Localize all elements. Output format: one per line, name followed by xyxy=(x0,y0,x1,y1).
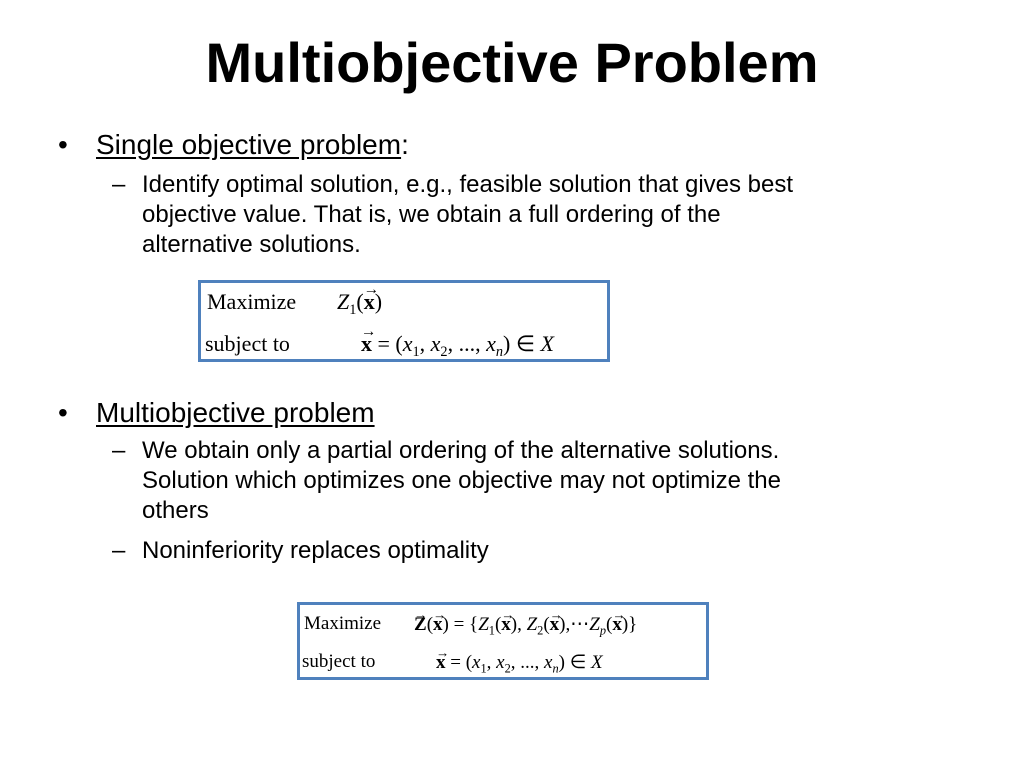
bullet-text xyxy=(96,396,375,430)
constraint-expression: → $x = (x_1$, $x_2$, ..., $x_n$) ∈ X xyxy=(361,331,554,361)
vector-x: → x xyxy=(364,289,375,315)
objective-vector-expression: → $Z(\to x) = \{Z_1(\to x)$, $Z_2(\to$ $x),\cdots Z_p(\to x)$} xyxy=(414,613,637,638)
maximize-label: Maximize xyxy=(304,613,382,634)
single-objective-heading: Single objective problem xyxy=(96,129,402,160)
subject-to-label: subject to xyxy=(302,651,376,672)
vector-x: → x xyxy=(433,614,443,636)
bullet-text xyxy=(96,128,409,162)
text-line: others xyxy=(142,497,209,524)
text-line: Identify optimal solution, e.g., feasible solution that gives best xyxy=(142,171,794,198)
multiobjective-formulation xyxy=(297,602,709,680)
text-line: Noninferiority replaces optimality xyxy=(142,537,489,564)
sub-bullet-noninferiority xyxy=(112,536,912,568)
text-line: We obtain only a partial ordering of the alternative solutions. xyxy=(142,437,780,464)
multiobjective-heading: Multiobjective problem xyxy=(96,397,375,428)
objective-sub: 1 xyxy=(349,302,357,318)
objective-var: Z xyxy=(337,289,350,314)
vector-Z: → Z xyxy=(414,614,427,636)
constraint-expression: → $x = (x_1$, $x_2$, ..., $x_n$) ∈ X xyxy=(436,651,603,676)
sub-bullet-dash: – xyxy=(112,171,126,198)
sub-bullet-text xyxy=(142,536,922,566)
sub-bullet-text xyxy=(142,436,922,526)
vector-x: → x xyxy=(612,614,622,636)
constraint-set: X xyxy=(591,652,603,673)
sub-bullet-dash: – xyxy=(112,437,126,464)
single-objective-formulation xyxy=(198,280,610,362)
bullet-dot: • xyxy=(58,397,68,428)
bullet-dot: • xyxy=(58,129,68,160)
vector-x: → x xyxy=(436,652,446,674)
subject-to-label: subject to xyxy=(205,331,290,356)
sub-bullet-partial-ordering xyxy=(112,436,912,528)
sub-bullet-text xyxy=(142,170,922,260)
slide-title: Multiobjective Problem xyxy=(205,31,819,94)
vector-x: → x xyxy=(361,331,372,357)
sub-bullet-dash: – xyxy=(112,537,126,564)
vector-x: → x xyxy=(550,614,560,636)
text-line: objective value. That is, we obtain a full ordering of the xyxy=(142,201,721,228)
constraint-set: X xyxy=(540,331,554,356)
text-line: Solution which optimizes one objective may not optimize the xyxy=(142,467,781,494)
text-line: alternative solutions. xyxy=(142,231,361,258)
heading-colon: : xyxy=(401,129,409,160)
sub-bullet-identify-optimal xyxy=(112,170,912,262)
objective-expression: $Z_1(\to x)$ xyxy=(337,289,382,319)
vector-x: → x xyxy=(501,614,511,636)
sub-p: p xyxy=(599,623,606,638)
maximize-label: Maximize xyxy=(207,289,297,314)
